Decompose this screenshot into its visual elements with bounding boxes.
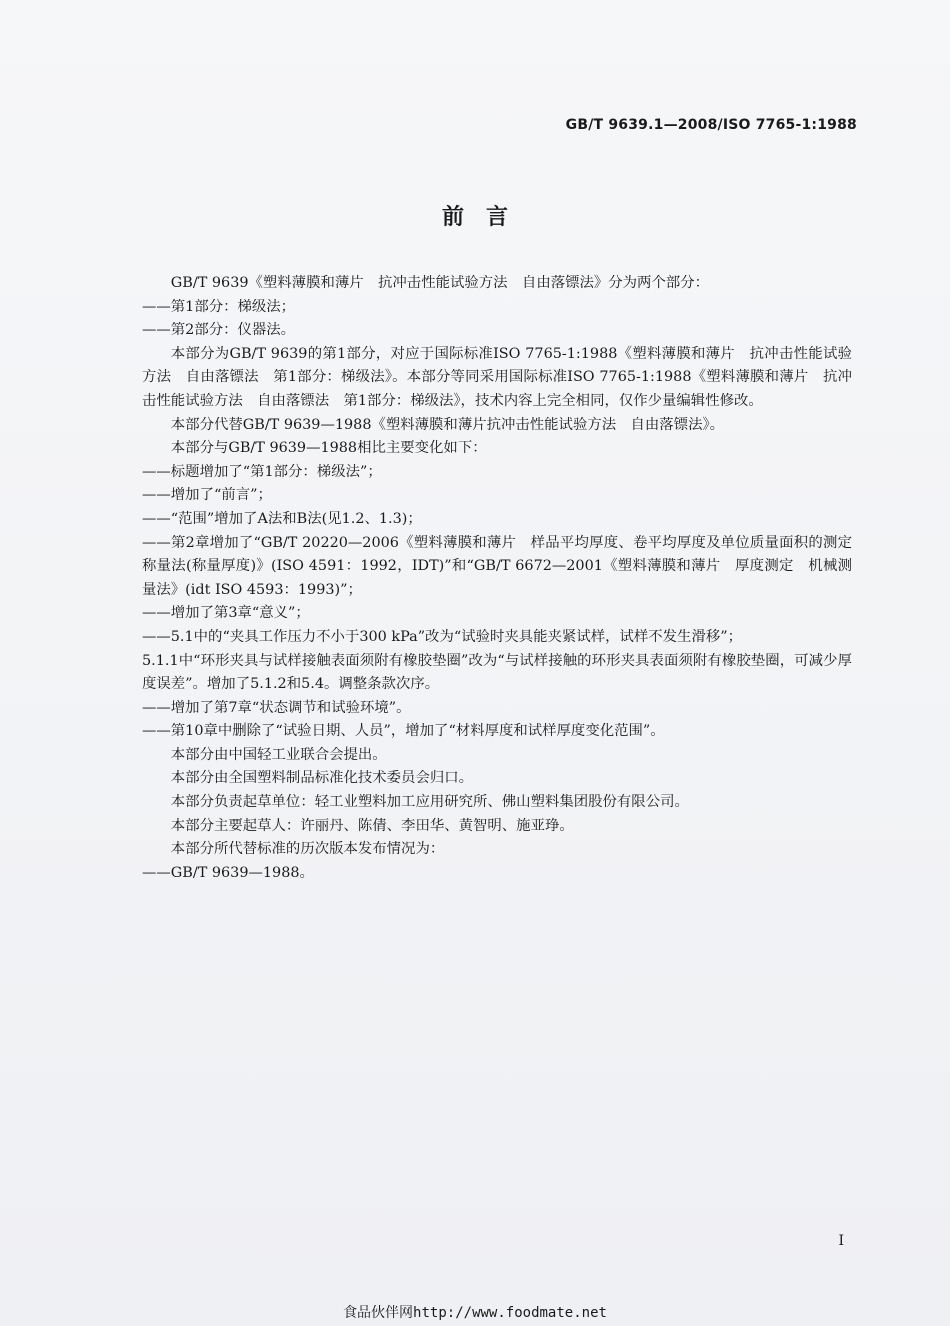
- list-item: ——增加了第7章“状态调节和试验环境”。: [142, 699, 411, 716]
- foreword-body: [142, 272, 867, 885]
- list-item: ——第2章增加了“GB/T 20220—2006《塑料薄膜和薄片 样品平均厚度、卷平均厚度及单位质量面积的测定 称量法(称量厚度)》(ISO 4591：1992，IDT)”和“GB/T 6672—2001《塑料薄膜和薄片 厚度测定 机械测量法》(idt ISO 4593：1993)”；: [142, 534, 867, 598]
- paragraph: GB/T 9639《塑料薄膜和薄片 抗冲击性能试验方法 自由落镖法》分为两个部分：: [170, 275, 710, 291]
- paragraph: 本部分与GB/T 9639—1988相比主要变化如下：: [170, 440, 487, 457]
- list-item: ——增加了“前言”；: [142, 487, 272, 504]
- standard-number: GB/T 9639.1—2008/ISO 7765-1:1988: [565, 117, 857, 133]
- page-number: I: [838, 1233, 844, 1249]
- list-item: ——标题增加了“第1部分：梯级法”；: [142, 463, 382, 480]
- paragraph: 本部分代替GB/T 9639—1988《塑料薄膜和薄片抗冲击性能试验方法 自由落镖法》。: [170, 416, 725, 433]
- list-item: ——“范围”增加了A法和B法(见1.2、1.3)；: [142, 510, 422, 527]
- list-item: ——第1部分：梯级法；: [142, 298, 296, 315]
- paragraph: 本部分由全国塑料制品标准化技术委员会归口。: [170, 770, 474, 787]
- list-item: ——GB/T 9639—1988。: [142, 864, 314, 881]
- list-item: ——5.1中的“夹具工作压力不小于300 kPa”改为“试验时夹具能夹紧试样，试样不发生滑移”；: [142, 628, 742, 645]
- page-title: 前言: [441, 205, 530, 230]
- footer-watermark: 食品伙伴网http://www.foodmate.net: [343, 1305, 607, 1321]
- paragraph: 本部分由中国轻工业联合会提出。: [170, 746, 387, 763]
- paragraph: 本部分所代替标准的历次版本发布情况为：: [170, 841, 445, 858]
- list-item: ——增加了第3章“意义”；: [142, 605, 310, 622]
- paragraph: 本部分负责起草单位：轻工业塑料加工应用研究所、佛山塑料集团股份有限公司。: [170, 794, 689, 811]
- list-item: ——第10章中删除了“试验日期、人员”，增加了“材料厚度和试样厚度变化范围”。: [142, 723, 665, 740]
- list-item: ——第2部分：仪器法。: [142, 322, 296, 339]
- paragraph: 本部分为GB/T 9639的第1部分，对应于国际标准ISO 7765-1:1988《塑料薄膜和薄片 抗冲击性能试验方法 自由落镖法 第1部分：梯级法》。本部分等同采用国际标准ISO 7765-1:1988《塑料薄膜和薄片 抗冲击性能试验方法 自由落镖法 第1部分：梯级法》，技术内容上完全相同，仅作少量编辑性修改。: [142, 345, 852, 409]
- list-item-continuation: 5.1.1中“环形夹具与试样接触表面须附有橡胶垫圈”改为“与试样接触的环形夹具表面须附有橡胶垫圈，可减少厚度误差”。增加了5.1.2和5.4。调整条款次序。: [142, 652, 852, 693]
- paragraph: 本部分主要起草人：许丽丹、陈倩、李田华、黄智明、施亚琤。: [170, 817, 574, 834]
